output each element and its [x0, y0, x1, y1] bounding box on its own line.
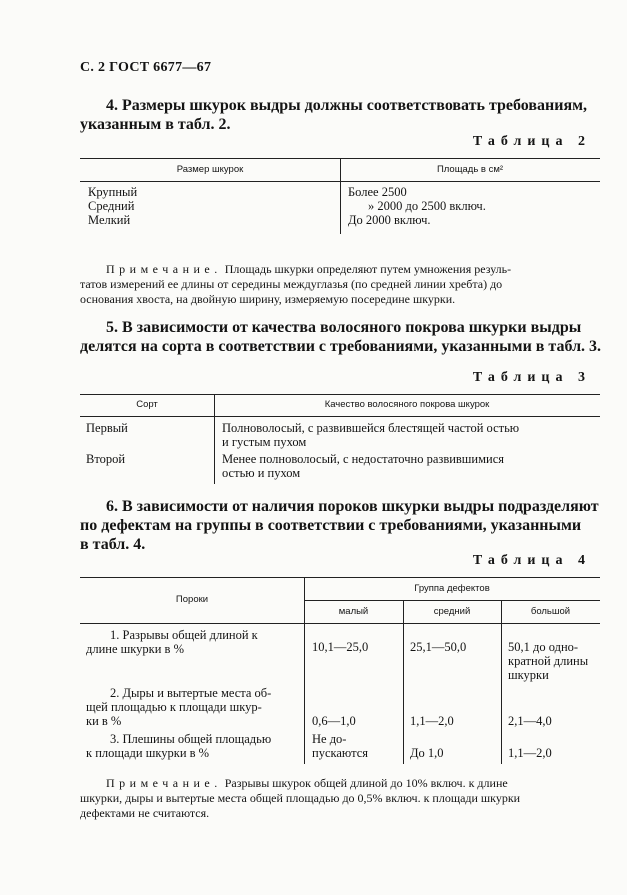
paragraph-4-line: указанным в табл. 2.: [80, 116, 231, 133]
table-4-defect-cell: щей площадью к площади шкур-: [86, 700, 262, 714]
table-4-large-cell: 50,1 до одно-: [508, 640, 579, 654]
page-header: С. 2 ГОСТ 6677—67: [80, 60, 212, 75]
note-2-line: Разрывы шкурок общей длиной до 10% включ. к длине: [221, 776, 508, 790]
table-3-top-rule: [80, 394, 600, 395]
table-3-grade-cell: Первый: [86, 421, 128, 435]
table-2-col-area-header: Площадь в см²: [436, 164, 504, 175]
table-4-sub-large-header: большой: [530, 606, 571, 617]
paragraph-5-line: делятся на сорта в соответствии с требованиями, указанными в табл. 3.: [80, 338, 602, 355]
table-4-defect-cell: 3. Плешины общей площадью: [110, 732, 272, 746]
table-4-col-group-header: Группа дефектов: [414, 583, 490, 594]
note-1: [80, 262, 600, 307]
paragraph-6-line: по дефектам на группы в соответствии с требованиями, указанными: [80, 517, 582, 534]
table-2-size-cell: Мелкий: [88, 213, 131, 227]
table-4-caption: Таблица 4: [472, 553, 591, 568]
table-4-defect-cell: 2. Дыры и вытертые места об-: [110, 686, 272, 700]
table-3-quality-cell: и густым пухом: [222, 435, 307, 449]
table-4-small-cell: 10,1—25,0: [312, 640, 369, 654]
paragraph-4: [80, 96, 600, 134]
paragraph-5: [80, 318, 600, 356]
table-4-small-cell: 0,6—1,0: [312, 714, 356, 728]
table-2-caption: Таблица 2: [472, 134, 591, 149]
table-2-size-cell: Средний: [88, 199, 135, 213]
table-3-quality-cell: Полноволосый, с развившейся блестящей частой остью: [222, 421, 520, 435]
table-4-top-rule: [80, 577, 600, 578]
note-2-line: шкурки, дыры и вытертые места общей площадью до 0,5% включ. к площади шкурки: [80, 791, 521, 805]
note-2: [80, 776, 600, 821]
table-4-large-cell: шкурки: [508, 668, 549, 682]
table-4-defect-cell: длине шкурки в %: [86, 642, 184, 656]
table-2-col-size-header: Размер шкурок: [176, 164, 244, 175]
table-4-sub-small-header: малый: [338, 606, 369, 617]
paragraph-6-line: в табл. 4.: [80, 536, 146, 553]
table-3-header-rule: [80, 416, 600, 417]
paragraph-6-line: 6. В зависимости от наличия пороков шкурки выдры подразделяют: [106, 498, 599, 515]
paragraph-4-line: 4. Размеры шкурок выдры должны соответствовать требованиям,: [106, 97, 588, 114]
table-4-divider: [403, 600, 404, 764]
table-3-quality-cell: остью и пухом: [222, 466, 301, 480]
table-4-group-rule: [304, 600, 600, 601]
table-4-small-cell: Не до-: [312, 732, 347, 746]
note-2-label: Примечание.: [106, 776, 222, 790]
table-4-defect-cell: 1. Разрывы общей длиной к: [110, 628, 258, 642]
table-4-large-cell: 2,1—4,0: [508, 714, 552, 728]
table-4-large-cell: 1,1—2,0: [508, 746, 552, 760]
table-4-large-cell: кратной длины: [508, 654, 589, 668]
note-1-label: Примечание.: [106, 262, 222, 276]
paragraph-6: [80, 497, 600, 554]
table-4-defect-cell: к площади шкурки в %: [86, 746, 210, 760]
table-4-small-cell: пускаются: [312, 746, 369, 760]
paragraph-5-line: 5. В зависимости от качества волосяного покрова шкурки выдры: [106, 319, 582, 336]
table-2-area-cell: » 2000 до 2500 включ.: [368, 199, 486, 213]
table-4-divider: [501, 600, 502, 764]
table-4-col-defects-header: Пороки: [175, 594, 209, 605]
table-2-area-cell: До 2000 включ.: [348, 213, 431, 227]
note-1-line: татов измерений ее длины от середины междуглазья (по средней линии хребта) до: [80, 277, 503, 291]
table-4-medium-cell: 1,1—2,0: [410, 714, 454, 728]
table-4-medium-cell: До 1,0: [410, 746, 444, 760]
table-2-area-cell: Более 2500: [348, 185, 407, 199]
table-3-quality-cell: Менее полноволосый, с недостаточно развившимися: [222, 452, 505, 466]
note-1-line: основания хвоста, на двойную ширину, измеряемую посередине шкурки.: [80, 292, 456, 306]
table-4-header-rule: [80, 623, 600, 624]
note-2-line: дефектами не считаются.: [80, 806, 210, 820]
table-4-defect-cell: ки в %: [86, 714, 122, 728]
table-3-col-quality-header: Качество волосяного покрова шкурок: [324, 399, 490, 410]
table-2-size-cell: Крупный: [88, 185, 138, 199]
note-1-line: Площадь шкурки определяют путем умножения резуль-: [221, 262, 512, 276]
table-3-grade-cell: Второй: [86, 452, 126, 466]
table-4-sub-medium-header: средний: [433, 606, 471, 617]
table-4-medium-cell: 25,1—50,0: [410, 640, 467, 654]
table-3-caption: Таблица 3: [472, 370, 591, 385]
table-3-col-grade-header: Сорт: [136, 399, 158, 410]
